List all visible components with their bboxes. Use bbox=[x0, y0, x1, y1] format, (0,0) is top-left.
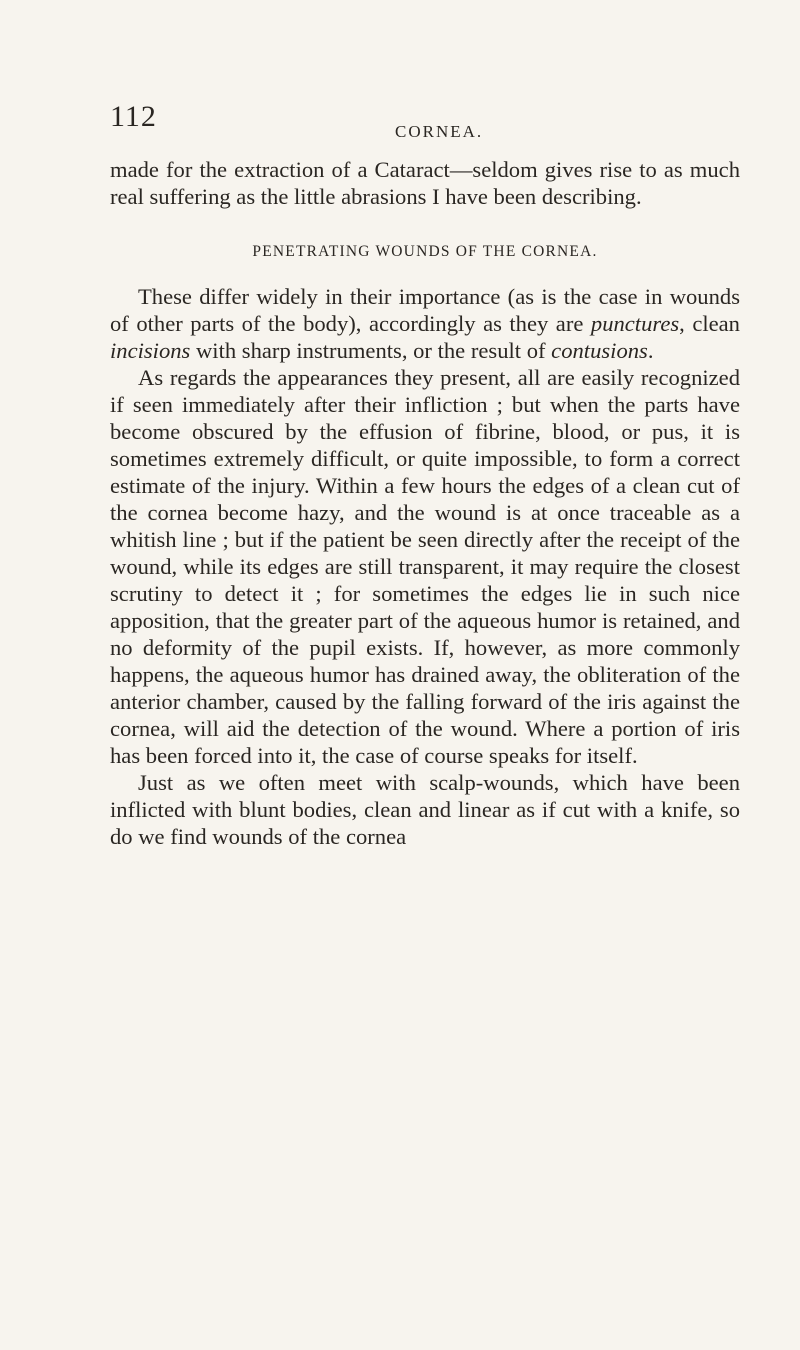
paragraph-text: with sharp instruments, or the result of bbox=[190, 338, 552, 363]
term-punctures: punctures bbox=[590, 311, 680, 336]
running-head bbox=[110, 100, 740, 140]
section-heading: PENETRATING WOUNDS OF THE CORNEA. bbox=[252, 243, 598, 260]
term-contusions: contusions bbox=[551, 338, 648, 363]
paragraph-text: These differ widely in their importance (as is the case in wounds of other parts of the body), accordingly as they are bbox=[110, 284, 740, 336]
running-title: CORNEA. bbox=[395, 122, 484, 141]
page-text bbox=[110, 156, 740, 850]
paragraph-text: . bbox=[647, 338, 654, 363]
page-number: 112 bbox=[110, 100, 157, 133]
paragraph-types-of-wounds bbox=[110, 283, 740, 364]
paragraph-text: , clean bbox=[679, 311, 740, 336]
term-incisions: incisions bbox=[110, 338, 191, 363]
paragraph-scalp-wounds: Just as we often meet with scalp-wounds, which have been inflicted with blunt bodies, clean and linear as if cut with a knife, so do we find wounds of the cornea bbox=[110, 770, 740, 849]
paragraph-continued: made for the extraction of a Cataract—seldom gives rise to as much real suffering as the little abrasions I have been describing. bbox=[110, 157, 740, 209]
paragraph-appearances: As regards the appearances they present, all are easily recognized if seen immediately after their infliction ; but when the parts have become obscured by the effusion of fibrine, blood, or pus, it is sometimes extremely difficult, or quite impossible, to form a correct estimate of the injury. Within a few hours the edges of a clean cut of the cornea become hazy, and the wound is at once traceable as a whitish line ; but if the patient be seen directly after the receipt of the wound, while its edges are still transparent, it may require the closest scrutiny to detect it ; for sometimes the edges lie in such nice apposition, that the greater part of the aqueous humor is retained, and no deformity of the pupil exists. If, however, as more commonly happens, the aqueous humor has drained away, the obliteration of the anterior chamber, caused by the falling forward of the iris against the cornea, will aid the detection of the wound. Where a portion of iris has been forced into it, the case of course speaks for itself. bbox=[110, 365, 740, 768]
